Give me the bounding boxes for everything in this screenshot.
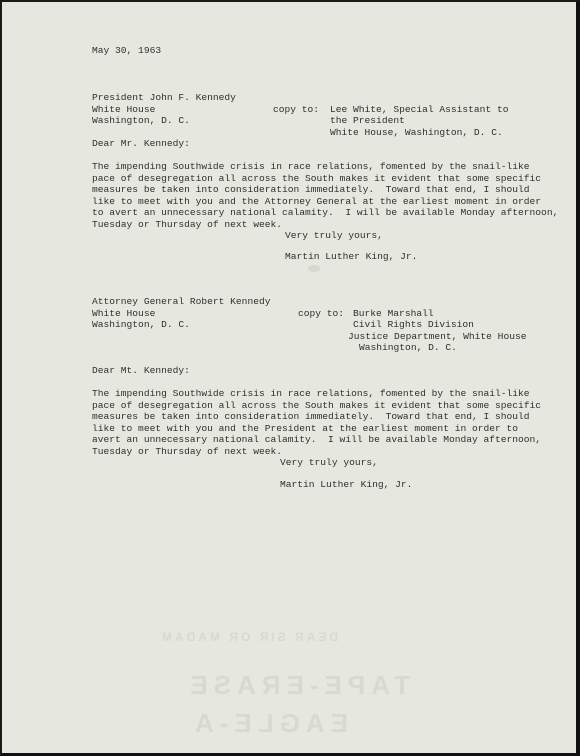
watermark-line-2: TAPE-ERASE: [184, 670, 410, 700]
copy-to-line-4: Washington, D. C.: [359, 342, 457, 353]
body-line: measures be taken into consideration immediately. Toward that end, I should: [92, 411, 530, 422]
body-line: The impending Southwide crisis in race relations, fomented by the snail-like: [92, 161, 530, 172]
addressee-line-3: Washington, D. C.: [92, 319, 190, 330]
addressee-line-1: President John F. Kennedy: [92, 92, 236, 103]
closing: Very truly yours,: [280, 457, 378, 468]
body-line: like to meet with you and the Attorney General at the earliest moment in order: [92, 195, 542, 207]
body-line: The impending Southwide crisis in race relations, fomented by the snail-like: [92, 388, 530, 399]
copy-to-line-1: Lee White, Special Assistant to: [330, 103, 509, 115]
body-line: like to meet with you and the President at the earliest moment in order to: [92, 422, 519, 434]
copy-to-label: copy to:: [298, 307, 345, 319]
body-line: Tuesday or Thursday of next week.: [92, 218, 282, 230]
body-line: measures be taken into consideration immediately. Toward that end, I should: [92, 184, 530, 195]
salutation: Dear Mr. Kennedy:: [92, 138, 190, 149]
salutation: Dear Mt. Kennedy:: [92, 365, 190, 376]
body-line: pace of desegregation all across the South makes it evident that some specific: [92, 399, 542, 411]
body-line: pace of desegregation all across the South makes it evident that some specific: [92, 172, 542, 184]
ink-smudge: [308, 265, 320, 272]
copy-to-line-3: Justice Department, White House: [348, 330, 527, 342]
watermark-line-3: EAGLE-A: [189, 708, 348, 738]
body-line: to avert an unnecessary national calamity. I will be available Monday afternoon,: [92, 207, 559, 218]
signature: Martin Luther King, Jr.: [285, 251, 418, 262]
addressee-line-2: White House: [92, 307, 156, 319]
body-line: avert an unnecessary national calamity. I will be available Monday afternoon,: [92, 434, 542, 445]
copy-to-line-2: Civil Rights Division: [353, 319, 474, 330]
closing: Very truly yours,: [285, 230, 383, 241]
addressee-line-2: White House: [92, 103, 156, 115]
bleed-through-watermark: [110, 630, 410, 740]
copy-to-label: copy to:: [273, 103, 320, 115]
letter-date: May 30, 1963: [92, 45, 162, 56]
watermark-line-1: DEAR SIR OR MADAM: [159, 630, 338, 644]
signature: Martin Luther King, Jr.: [280, 479, 413, 490]
body-line: Tuesday or Thursday of next week.: [92, 445, 282, 457]
addressee-line-3: Washington, D. C.: [92, 115, 190, 126]
copy-to-line-2: the President: [330, 115, 405, 126]
copy-to-line-3: White House, Washington, D. C.: [330, 126, 503, 138]
copy-to-line-1: Burke Marshall: [353, 307, 434, 319]
addressee-line-1: Attorney General Robert Kennedy: [92, 296, 271, 307]
